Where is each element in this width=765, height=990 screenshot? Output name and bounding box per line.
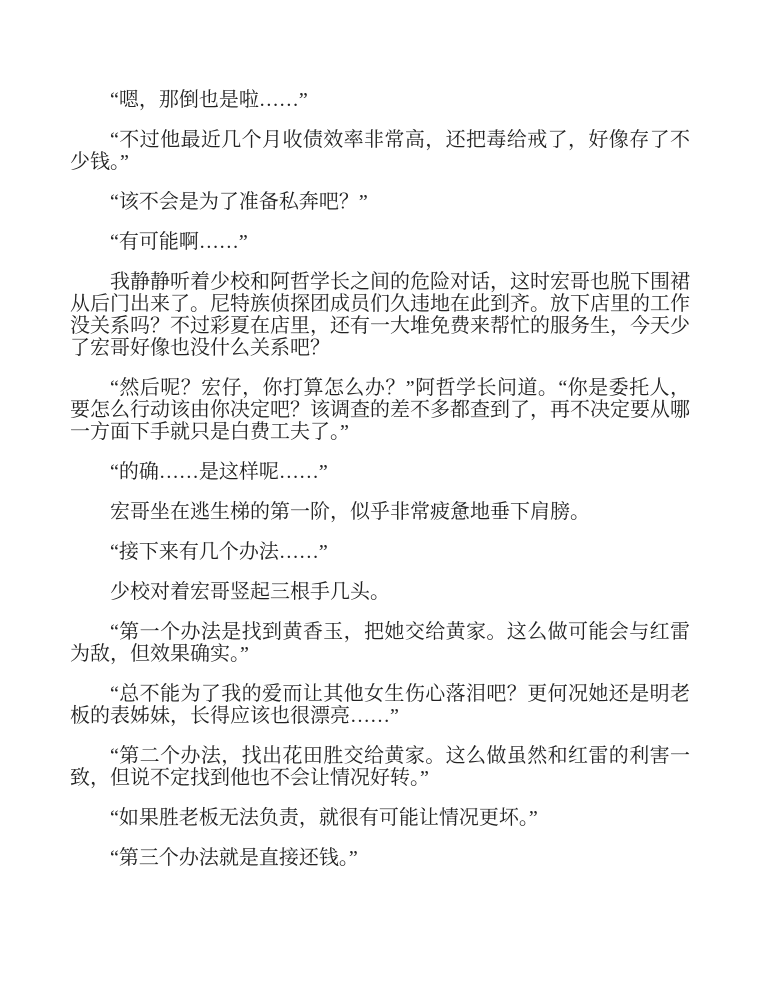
paragraph: “有可能啊……” xyxy=(110,231,248,253)
paragraph: “不过他最近几个月收债效率非常高，还把毒给戒了，好像存了不少钱。” xyxy=(70,129,690,173)
paragraph: “第三个办法就是直接还钱。” xyxy=(110,847,358,869)
paragraph: “的确……是这样呢……” xyxy=(110,461,328,483)
paragraph: “第一个办法是找到黄香玉，把她交给黄家。这么做可能会与红雷为敌，但效果确实。” xyxy=(70,621,690,665)
paragraph: 少校对着宏哥竖起三根手几头。 xyxy=(110,581,390,603)
paragraph: “嗯，那倒也是啦……” xyxy=(110,89,308,111)
paragraph: “如果胜老板无法负责，就很有可能让情况更坏。” xyxy=(110,807,538,829)
paragraph: “接下来有几个办法……” xyxy=(110,541,328,563)
page-body xyxy=(70,89,690,869)
paragraph: 宏哥坐在逃生梯的第一阶，似乎非常疲惫地垂下肩膀。 xyxy=(110,501,590,523)
paragraph: 我静静听着少校和阿哲学长之间的危险对话，这时宏哥也脱下围裙从后门出来了。尼特族侦探团成员们久违地在此到齐。放下店里的工作没关系吗？不过彩夏在店里，还有一大堆免费来帮忙的服务生，今天少了宏哥好像也没什么关系吧？ xyxy=(70,271,690,359)
paragraph: “然后呢？宏仔，你打算怎么办？”阿哲学长问道。“你是委托人，要怎么行动该由你决定吧？该调查的差不多都查到了，再不决定要从哪一方面下手就只是白费工夫了。” xyxy=(70,377,690,443)
paragraph: “第二个办法，找出花田胜交给黄家。这么做虽然和红雷的利害一致，但说不定找到他也不会让情况好转。” xyxy=(70,745,690,789)
paragraph: “总不能为了我的爱而让其他女生伤心落泪吧？更何况她还是明老板的表姊妹，长得应该也很漂亮……” xyxy=(70,683,690,727)
paragraph: “该不会是为了准备私奔吧？” xyxy=(110,191,368,213)
